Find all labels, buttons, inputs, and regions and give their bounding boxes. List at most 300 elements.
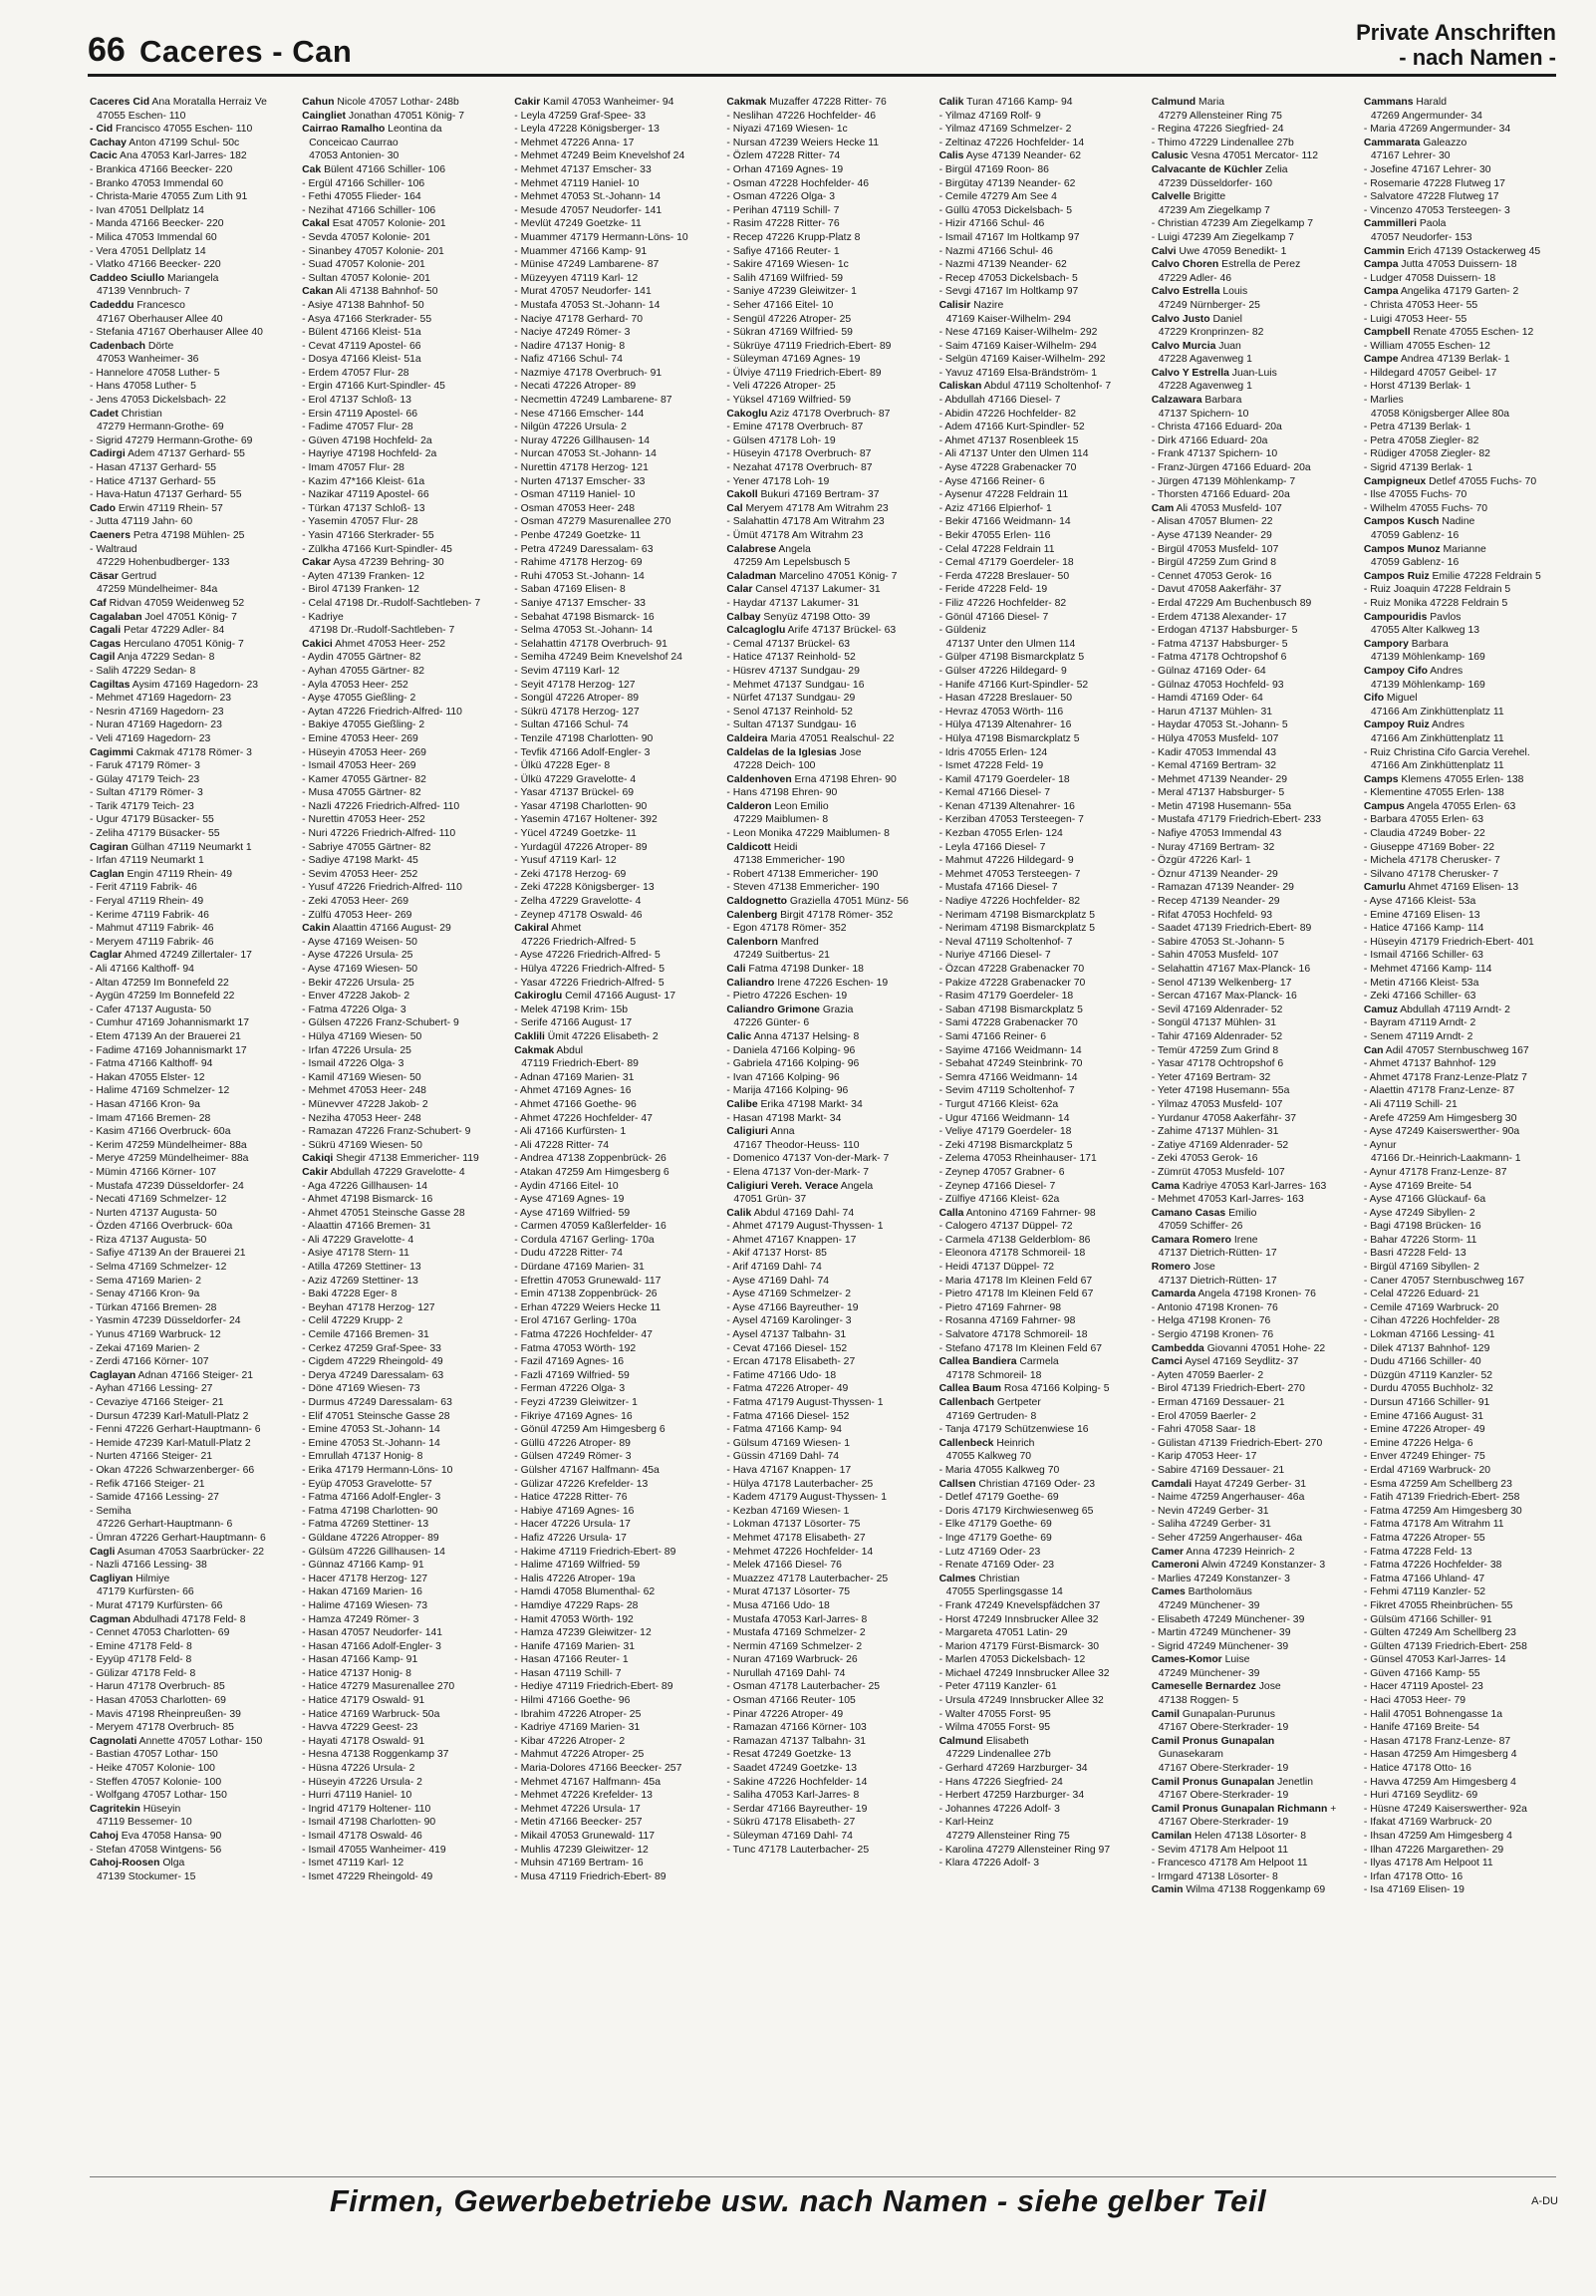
entry-surname: Caldognetto	[726, 896, 788, 908]
entry-details: - Nurcan 47053 St.-Johann- 14	[514, 448, 657, 460]
entry-details: Gunasekaram	[1158, 1749, 1223, 1761]
entry-details: - Steffen 47057 Kolonie- 100	[90, 1776, 222, 1788]
directory-entry	[939, 1382, 1142, 1396]
entry-surname: Cakan	[302, 286, 334, 298]
directory-entry	[302, 706, 504, 719]
directory-entry	[1364, 1125, 1566, 1139]
entry-details: - Mustafa 47239 Düsseldorfer- 24	[90, 1180, 244, 1192]
entry-details: - Ilse 47055 Fuchs- 70	[1363, 489, 1467, 501]
directory-entry	[302, 1491, 504, 1505]
directory-entry	[726, 326, 929, 340]
directory-entry	[939, 488, 1142, 502]
directory-entry	[726, 1382, 929, 1396]
entry-details: - Nadiye 47226 Hochfelder- 82	[938, 896, 1081, 908]
entry-details: - Mevlüt 47249 Goetzke- 11	[514, 218, 642, 230]
entry-surname: Cadet	[90, 408, 119, 420]
entry-details: - Fatma 47179 August-Thyssen- 1	[726, 1397, 884, 1408]
directory-entry	[1364, 1626, 1566, 1640]
directory-entry	[1152, 841, 1354, 855]
directory-entry	[514, 895, 716, 909]
directory-entry	[726, 1599, 929, 1613]
directory-entry	[1364, 1708, 1566, 1722]
entry-details: - Irmgard 47138 Lösorter- 8	[1151, 1870, 1278, 1882]
directory-entry	[302, 1112, 504, 1126]
entry-details: - Gülsen 47178 Loh- 19	[726, 434, 836, 446]
entry-surname: Campos Ruiz	[1363, 570, 1430, 582]
directory-entry	[1152, 732, 1354, 746]
directory-entry	[939, 299, 1142, 313]
directory-entry	[726, 597, 929, 611]
directory-entry	[1152, 149, 1354, 163]
entry-details: - Hüsna 47226 Ursula- 2	[302, 1763, 415, 1775]
directory-entry	[1152, 936, 1354, 950]
directory-entry	[939, 163, 1142, 177]
directory-entry	[90, 583, 292, 597]
entry-details: - Kamil 47179 Goerdeler- 18	[938, 773, 1070, 785]
entry-details: - Ahmet 47167 Knappen- 17	[726, 1234, 857, 1246]
directory-entry	[1364, 1599, 1566, 1613]
entry-details: - Erhan 47229 Weiers Hecke 11	[514, 1301, 662, 1313]
entry-details: - Güssin 47169 Dahl- 74	[726, 1451, 840, 1463]
directory-entry	[302, 1423, 504, 1437]
entry-details: - Nesrin 47169 Hagedorn- 23	[90, 706, 224, 718]
directory-entry	[90, 1803, 292, 1817]
entry-details: - Hasan 47228 Breslauer- 50	[938, 693, 1072, 705]
directory-entry	[514, 529, 716, 543]
entry-details: - Sabire 47053 St.-Johann- 5	[1151, 936, 1285, 948]
directory-entry	[1364, 367, 1566, 381]
directory-entry	[90, 1626, 292, 1640]
entry-details: - Kerime 47119 Fabrik- 46	[90, 909, 209, 921]
directory-entry	[1364, 1166, 1566, 1180]
directory-entry	[1364, 1423, 1566, 1437]
entry-details: Helen 47138 Lösorter- 8	[1192, 1831, 1307, 1842]
entry-details: Abdullah 47119 Arndt- 2	[1397, 1004, 1510, 1015]
directory-entry	[939, 1491, 1142, 1505]
directory-entry	[726, 990, 929, 1004]
entry-details: - Yasar 47198 Charlotten- 90	[514, 800, 648, 812]
directory-entry	[726, 380, 929, 394]
directory-entry	[90, 1314, 292, 1328]
entry-details: 47051 Grün- 37	[733, 1194, 807, 1206]
directory-entry	[1364, 624, 1566, 638]
directory-entry	[90, 1098, 292, 1112]
directory-entry	[302, 149, 504, 163]
entry-details: Francisco 47055 Eschen- 110	[113, 124, 253, 136]
entry-details: Andres	[1427, 665, 1463, 677]
entry-details: - Songül 47137 Mühlen- 31	[1151, 1017, 1277, 1029]
directory-entry	[302, 732, 504, 746]
entry-details: - Ilhan 47226 Margarethen- 29	[1363, 1844, 1504, 1856]
directory-entry	[726, 1057, 929, 1071]
directory-entry	[514, 1735, 716, 1749]
entry-details: Ahmet 47053 Heer- 252	[332, 638, 445, 650]
entry-details: - Nuray 47226 Gillhausen- 14	[514, 434, 651, 446]
directory-entry	[726, 245, 929, 259]
entry-surname: Calvacante de Küchler	[1151, 163, 1263, 175]
entry-surname: Campos Kusch	[1363, 516, 1440, 528]
entry-details: - Senol 47139 Welkenberg- 17	[1151, 977, 1292, 989]
entry-details: - Carmela 47138 Gelderblom- 86	[938, 1234, 1091, 1246]
directory-entry	[90, 394, 292, 408]
directory-entry	[514, 1640, 716, 1654]
entry-surname: Cahun	[302, 97, 335, 108]
directory-entry	[726, 1016, 929, 1030]
entry-details: Gertrud	[118, 570, 157, 582]
directory-entry	[514, 1518, 716, 1532]
entry-surname: Callea Baum	[938, 1383, 1001, 1395]
directory-entry	[1364, 137, 1566, 150]
directory-entry	[1364, 556, 1566, 570]
directory-entry	[302, 326, 504, 340]
entry-details: - Güllü 47226 Atroper- 89	[514, 1437, 631, 1449]
directory-entry	[302, 447, 504, 461]
directory-entry	[939, 529, 1142, 543]
entry-details: - Hans 47058 Luther- 5	[90, 381, 196, 393]
directory-entry	[90, 1423, 292, 1437]
directory-entry	[1152, 1152, 1354, 1166]
entry-details: Annette 47057 Lothar- 150	[136, 1735, 263, 1747]
directory-entry	[726, 163, 929, 177]
entry-surname: Cambedda	[1151, 1342, 1204, 1354]
entry-surname: Cadeddu	[90, 299, 134, 311]
directory-entry	[726, 936, 929, 950]
entry-details: - Gülser 47226 Hildegard- 9	[938, 665, 1067, 677]
entry-details: - Cafer 47137 Augusta- 50	[90, 1004, 211, 1015]
directory-entry	[302, 1573, 504, 1586]
directory-entry	[302, 1314, 504, 1328]
entry-details: Leon Emilio	[771, 800, 829, 812]
directory-entry	[726, 624, 929, 638]
directory-entry	[514, 1776, 716, 1790]
directory-entry	[90, 1762, 292, 1776]
entry-details: - Ali 47166 Kalthoff- 94	[90, 964, 194, 975]
entry-details: - Nurten 47137 Emscher- 33	[514, 475, 646, 487]
entry-details: - Ayse 47166 Glückauf- 6a	[1363, 1194, 1486, 1206]
entry-details: Daniel	[1209, 313, 1242, 325]
directory-entry	[1152, 1546, 1354, 1560]
entry-surname: Cagman	[90, 1613, 131, 1625]
directory-entry	[726, 258, 929, 272]
directory-entry	[726, 1680, 929, 1694]
entry-surname: Calmes	[938, 1573, 976, 1584]
entry-details: - Meral 47137 Habsburger- 5	[1151, 787, 1285, 799]
directory-entry	[1364, 679, 1566, 693]
directory-entry	[726, 977, 929, 991]
entry-details: 47139 Möhlenkamp- 169	[1370, 652, 1485, 664]
entry-details: 47229 Maiblumen- 8	[733, 814, 829, 826]
directory-entry	[1364, 502, 1566, 516]
directory-entry	[939, 1355, 1142, 1369]
entry-details: 47169 Kaiser-Wilhelm- 294	[945, 313, 1071, 325]
entry-details: - Sükrü 47178 Elisabeth- 27	[726, 1817, 856, 1829]
directory-entry	[302, 1180, 504, 1194]
directory-entry	[939, 408, 1142, 422]
entry-details: - Mehmet 47166 Kamp- 114	[1363, 964, 1492, 975]
directory-entry	[939, 340, 1142, 354]
entry-details: - Alisan 47057 Blumen- 22	[1151, 516, 1273, 528]
entry-details: - Kadir 47053 Immendal 43	[1151, 746, 1277, 758]
directory-column-7	[1364, 96, 1566, 2163]
directory-entry	[726, 1694, 929, 1708]
entry-details: - Safiye 47166 Reuter- 1	[726, 245, 840, 257]
entry-details: - Dilek 47137 Bahnhof- 129	[1363, 1342, 1490, 1354]
directory-entry	[726, 1355, 929, 1369]
entry-details: - Selgün 47169 Kaiser-Wilhelm- 292	[938, 354, 1106, 366]
directory-entry	[726, 1044, 929, 1058]
directory-entry	[302, 1585, 504, 1599]
entry-surname: - Cid	[90, 124, 114, 136]
directory-entry	[1152, 1030, 1354, 1044]
entry-details: - Güven 47198 Hochfeld- 2a	[302, 434, 432, 446]
entry-details: - Ülviye 47119 Friedrich-Ebert- 89	[726, 367, 882, 379]
entry-details: Erika 47198 Markt- 34	[757, 1098, 863, 1110]
directory-entry	[939, 1573, 1142, 1586]
directory-entry	[1364, 1084, 1566, 1098]
entry-details: - Feryal 47119 Rhein- 49	[90, 896, 204, 908]
directory-entry	[939, 611, 1142, 625]
entry-details: - Hatice 47179 Oswald- 91	[302, 1695, 425, 1707]
directory-entry	[726, 272, 929, 286]
directory-entry	[1152, 1016, 1354, 1030]
directory-entry	[302, 990, 504, 1004]
directory-entry	[939, 1667, 1142, 1681]
directory-entry	[514, 556, 716, 570]
entry-details: - Yasin 47166 Sterkrader- 55	[302, 530, 434, 541]
entry-details: - Vlatko 47166 Beecker- 220	[90, 259, 221, 271]
entry-details: - Hülya 47169 Wiesen- 50	[302, 1030, 422, 1042]
directory-entry	[90, 285, 292, 299]
entry-details: - Gülnaz 47053 Hochfeld- 93	[1151, 679, 1284, 691]
entry-surname: Camarda	[1151, 1289, 1197, 1300]
entry-details: Erich 47139 Ostackerweg 45	[1404, 245, 1541, 257]
entry-details: 47228 Agavenweg 1	[1158, 354, 1252, 366]
directory-entry	[90, 96, 292, 110]
directory-entry	[90, 299, 292, 313]
directory-entry	[726, 1207, 929, 1221]
directory-entry	[514, 1139, 716, 1153]
entry-details: - Pinar 47226 Atroper- 49	[726, 1708, 844, 1720]
directory-entry	[1364, 434, 1566, 448]
entry-details: - Nafiye 47053 Immendal 43	[1151, 828, 1282, 840]
entry-details: - Halime 47169 Wiesen- 73	[302, 1599, 428, 1611]
directory-entry	[514, 1125, 716, 1139]
entry-details: - Emine 47226 Atroper- 49	[1363, 1424, 1485, 1436]
directory-entry	[1152, 245, 1354, 259]
entry-details: - Asiye 47178 Stern- 11	[302, 1248, 409, 1260]
directory-entry	[302, 1166, 504, 1180]
directory-entry	[726, 732, 929, 746]
entry-details: - Asiye 47138 Bahnhof- 50	[302, 299, 424, 311]
entry-details: - Halime 47169 Wilfried- 59	[514, 1560, 641, 1572]
entry-details: - Efrettin 47053 Grunewald- 117	[514, 1275, 662, 1287]
entry-surname: Calik	[938, 97, 964, 108]
entry-details: - Basri 47228 Feld- 13	[1363, 1248, 1466, 1260]
entry-surname: Cammarata	[1363, 137, 1421, 148]
entry-details: - Sami 47166 Reiner- 6	[938, 1030, 1046, 1042]
entry-details: - Hatice 47137 Reinhold- 52	[726, 652, 856, 664]
directory-entry	[939, 773, 1142, 787]
directory-entry	[1364, 1314, 1566, 1328]
entry-details: - Gülizar 47226 Krefelder- 13	[514, 1478, 649, 1490]
entry-details: - Nadire 47137 Honig- 8	[514, 340, 626, 352]
directory-entry	[726, 909, 929, 923]
entry-details: - Maria 47269 Angermunder- 34	[1363, 124, 1511, 136]
entry-details: - Walter 47055 Forst- 95	[938, 1708, 1051, 1720]
entry-details: - Muammer 47166 Kamp- 91	[514, 245, 648, 257]
directory-entry	[90, 1816, 292, 1830]
directory-entry	[90, 922, 292, 936]
directory-entry	[514, 285, 716, 299]
entry-details: - Celal 47228 Feldrain 11	[938, 543, 1055, 555]
entry-details: - Hasan 47166 Adolf-Engler- 3	[302, 1640, 441, 1652]
entry-details: - Eyüp 47053 Gravelotte- 57	[302, 1478, 432, 1490]
directory-entry	[302, 963, 504, 977]
entry-details: - Kerziban 47053 Tersteegen- 7	[938, 814, 1084, 826]
entry-details: 47228 Deich- 100	[733, 760, 816, 772]
entry-details: - Celil 47229 Krupp- 2	[302, 1315, 403, 1327]
directory-entry	[90, 1004, 292, 1017]
directory-entry	[90, 1328, 292, 1342]
directory-entry	[514, 380, 716, 394]
entry-surname: Caliandro	[726, 977, 775, 989]
directory-entry	[1152, 1396, 1354, 1410]
entry-details: 47249 Nürnberger- 25	[1158, 299, 1260, 311]
entry-details: Angela 47198 Kronen- 76	[1196, 1289, 1316, 1300]
entry-details: - Osman 47053 Heer- 248	[514, 502, 635, 514]
directory-entry	[939, 1735, 1142, 1749]
directory-entry	[726, 1708, 929, 1722]
entry-surname: Cifo	[1363, 693, 1385, 705]
entry-details: - Birol 47139 Franken- 12	[302, 584, 419, 596]
entry-details: - Nilgün 47226 Ursula- 2	[514, 422, 627, 433]
entry-surname: Cama	[1151, 1180, 1181, 1192]
directory-entry	[1152, 1464, 1354, 1478]
directory-entry	[726, 1328, 929, 1342]
entry-details: - Ahmet 47178 Franz-Lenze-Platz 7	[1363, 1071, 1527, 1083]
directory-entry	[514, 881, 716, 895]
directory-entry	[1152, 597, 1354, 611]
entry-details: - Salih 47229 Sedan- 8	[90, 665, 196, 677]
directory-entry	[1364, 922, 1566, 936]
entry-surname: Campigneux	[1363, 475, 1427, 487]
directory-entry	[1152, 1423, 1354, 1437]
entry-surname: Cames-Komor	[1151, 1654, 1222, 1666]
entry-details: - Ayten 47059 Baerler- 2	[1151, 1369, 1264, 1381]
directory-entry	[939, 706, 1142, 719]
entry-details: - Aynur	[1363, 1139, 1397, 1151]
entry-details: - Ruiz Joaquin 47228 Feldrain 5	[1363, 584, 1511, 596]
entry-details: - Zeki 47053 Heer- 269	[302, 896, 408, 908]
entry-details: Ayse 47139 Neander- 62	[963, 150, 1082, 162]
entry-details: - Dursun 47166 Schiller- 91	[1363, 1397, 1490, 1408]
entry-details: - Fadime 47169 Johannismarkt 17	[90, 1044, 247, 1056]
directory-entry	[90, 326, 292, 340]
entry-details: Brigitte	[1190, 191, 1226, 203]
directory-entry	[514, 909, 716, 923]
entry-details: Gülhan 47119 Neumarkt 1	[128, 841, 252, 853]
directory-entry	[726, 1626, 929, 1640]
directory-entry	[939, 1518, 1142, 1532]
entry-details: - Gülnaz 47169 Oder- 64	[1151, 665, 1266, 677]
entry-details: - Hakan 47169 Marien- 16	[302, 1586, 422, 1598]
directory-entry	[1152, 1314, 1354, 1328]
entry-details: 47166 Am Zinkhüttenplatz 11	[1370, 706, 1504, 718]
directory-entry	[1364, 1532, 1566, 1546]
directory-entry	[1364, 353, 1566, 367]
entry-details: - Murat 47137 Lösorter- 75	[726, 1586, 851, 1598]
directory-entry	[1152, 1883, 1354, 1897]
entry-details: - Fatma 47198 Charlotten- 90	[302, 1505, 438, 1517]
entry-details: Erwin 47119 Rhein- 57	[115, 502, 223, 514]
directory-entry	[90, 177, 292, 191]
entry-details: - Ayse 47169 Agnes- 19	[514, 1194, 625, 1206]
entry-details: - Refik 47166 Steiger- 21	[90, 1478, 205, 1490]
directory-entry	[726, 488, 929, 502]
entry-surname: Cakiroglu	[514, 991, 563, 1003]
directory-entry	[726, 1275, 929, 1289]
directory-entry	[1152, 1857, 1354, 1870]
directory-entry	[1152, 110, 1354, 124]
directory-entry	[1364, 1844, 1566, 1858]
entry-surname: Cadirgi	[90, 448, 126, 460]
entry-details: - Resat 47249 Goetzke- 13	[726, 1749, 852, 1761]
entry-details: - Bastian 47057 Lothar- 150	[90, 1749, 218, 1761]
directory-entry	[514, 1342, 716, 1356]
directory-entry	[1152, 408, 1354, 422]
directory-entry	[1364, 1803, 1566, 1817]
entry-surname: Callenbeck	[938, 1437, 994, 1449]
directory-entry	[939, 1125, 1142, 1139]
entry-details: - Hakan 47055 Elster- 12	[90, 1071, 205, 1083]
directory-entry	[726, 299, 929, 313]
entry-surname: Cameselle Bernardez	[1151, 1681, 1256, 1693]
directory-entry	[1152, 123, 1354, 137]
entry-details: - Marlies 47249 Konstanzer- 3	[1151, 1573, 1290, 1584]
entry-details: Angela	[838, 1180, 874, 1192]
directory-entry	[1364, 759, 1566, 773]
entry-details: Turan 47166 Kamp- 94	[963, 97, 1073, 108]
directory-entry	[1364, 1328, 1566, 1342]
entry-details: Asuman 47053 Saarbrücker- 22	[115, 1546, 265, 1558]
directory-entry	[90, 1532, 292, 1546]
entry-details: - Aydin 47166 Eitel- 10	[514, 1180, 619, 1192]
directory-entry	[726, 611, 929, 625]
entry-details: - Daniela 47166 Kolping- 96	[726, 1044, 856, 1056]
entry-details: - Heike 47057 Kolonie- 100	[90, 1763, 215, 1775]
directory-entry	[90, 706, 292, 719]
directory-entry	[1152, 1721, 1354, 1735]
entry-details: - Esma 47259 Am Schellberg 23	[1363, 1478, 1512, 1490]
directory-entry	[514, 813, 716, 827]
entry-details: - Ifakat 47169 Warbruck- 20	[1363, 1817, 1492, 1829]
entry-details: Ümit 47226 Elisabeth- 2	[544, 1030, 659, 1042]
entry-surname: Cahoj	[90, 1831, 119, 1842]
directory-entry	[90, 1382, 292, 1396]
directory-entry	[726, 1640, 929, 1654]
directory-entry	[514, 299, 716, 313]
directory-entry	[90, 1776, 292, 1790]
directory-entry	[939, 447, 1142, 461]
entry-surname: Cagnolati	[90, 1735, 137, 1747]
entry-details: Andrea 47139 Berlak- 1	[1398, 354, 1510, 366]
entry-details: - Özcan 47228 Grabenacker 70	[938, 964, 1085, 975]
directory-entry	[1152, 231, 1354, 245]
directory-entry	[939, 217, 1142, 231]
entry-details: 47167 Theodor-Heuss- 110	[733, 1139, 860, 1151]
entry-details: - Yilmaz 47169 Schmelzer- 2	[938, 124, 1072, 136]
entry-details: Gunapalan-Purunus	[1180, 1708, 1275, 1720]
